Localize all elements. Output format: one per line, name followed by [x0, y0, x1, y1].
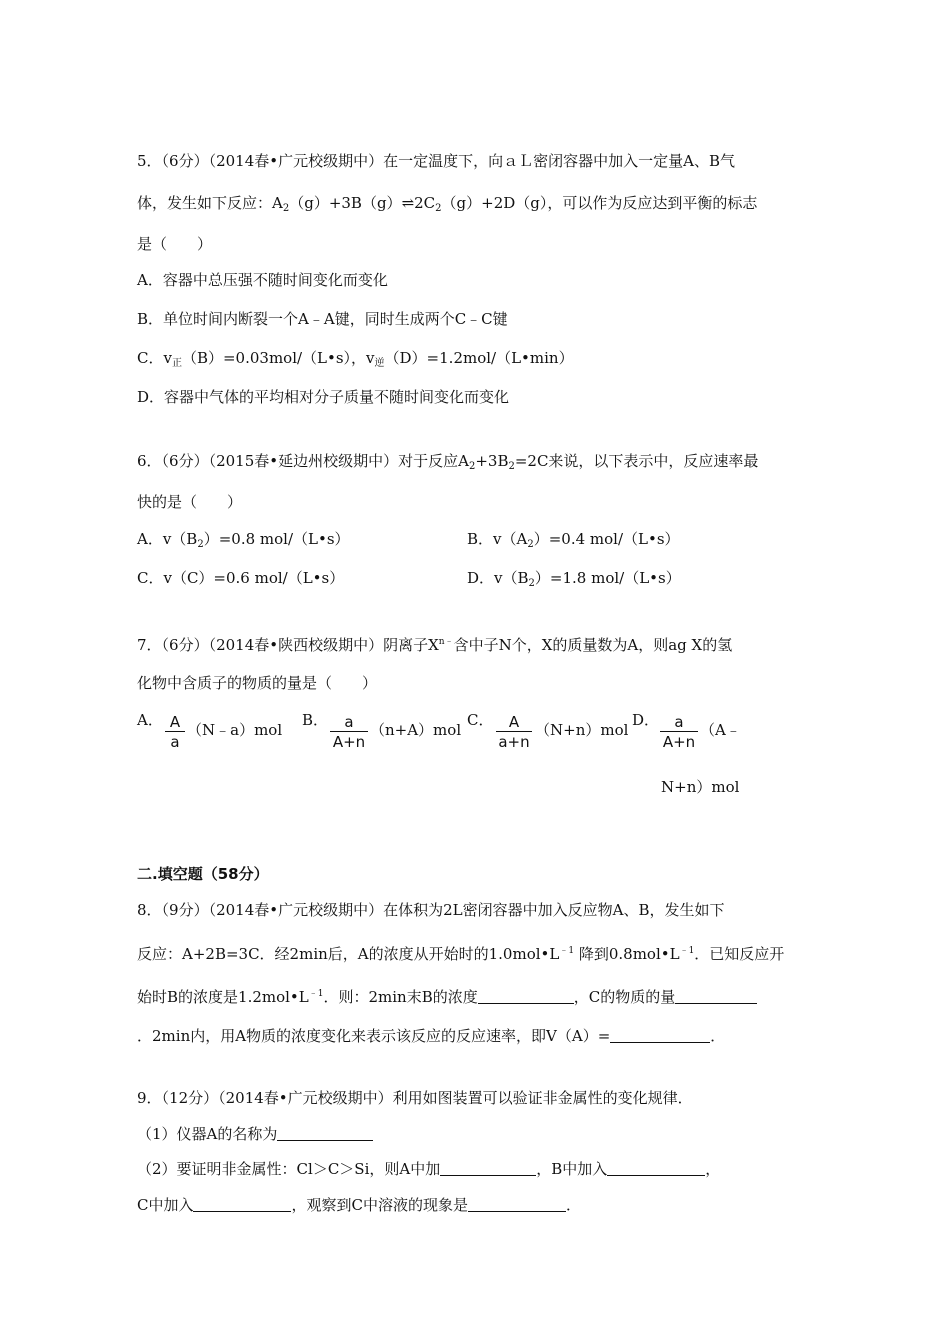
q7-line2: 化物中含质子的物质的量是（ ） — [137, 674, 378, 692]
q5-text: （g）+3B（g） — [289, 194, 402, 212]
q8-text: 降到0.8mol•L — [574, 945, 680, 963]
q5-line2 — [137, 193, 757, 219]
q5-text: （g）+2D（g），可以作为反应达到平衡的标志 — [441, 194, 758, 212]
q6-option-text: B．v（A — [467, 530, 528, 548]
fraction-denominator: a — [170, 733, 180, 751]
q8-text: 反应：A+2B=3C．经2min后，A的浓度从开始时的1.0mol•L — [137, 945, 560, 963]
answer-blank[interactable] — [478, 987, 574, 1004]
q7-option-a-fraction — [165, 713, 185, 752]
q7-option-c-fraction — [496, 713, 532, 752]
q8-text: ．已知反应开 — [694, 945, 785, 963]
answer-blank[interactable] — [277, 1124, 373, 1141]
q5-line3: 是（ ） — [137, 235, 213, 253]
q6-text: +3B — [475, 452, 509, 470]
q6-option-c: C．v（C）=0.6 mol/（L•s） — [137, 569, 345, 587]
q8-line2 — [137, 941, 784, 964]
q9-text: ． — [565, 1196, 581, 1214]
answer-blank[interactable] — [675, 987, 757, 1004]
q6-option-sub: 2 — [528, 578, 535, 589]
fraction-numerator: A — [496, 713, 532, 732]
q5-subscript: 2 — [282, 203, 290, 214]
q5-option-c-sub: 逆 — [374, 358, 385, 369]
fraction-numerator: a — [660, 713, 698, 732]
answer-blank[interactable] — [607, 1159, 705, 1176]
q8-text: 始时B的浓度是1.2mol•L — [137, 988, 309, 1006]
q9-line1: 9．（12分）（2014春•广元校级期中）利用如图装置可以验证非金属性的变化规律． — [137, 1089, 693, 1107]
q6-option-a — [137, 529, 350, 555]
q8-superscript: ﹣1 — [679, 946, 695, 956]
q6-subscript: 2 — [508, 461, 515, 472]
q9-text: ，B中加入 — [536, 1160, 608, 1178]
q6-text: 6．（6分）（2015春•延边州校级期中）对于反应A — [137, 452, 469, 470]
answer-blank[interactable] — [440, 1159, 536, 1176]
q7-option-b-fraction — [330, 713, 368, 752]
q7-option-b-tail: （n+A）mol — [370, 721, 462, 739]
q6-line1 — [137, 451, 758, 477]
q5-option-c-sub: 正 — [171, 358, 182, 369]
q6-subscript: 2 — [468, 461, 476, 472]
q6-option-d — [467, 568, 681, 594]
q7-option-c-tail: （N+n）mol — [535, 721, 629, 739]
q9-text: （2）要证明非金属性：Cl＞C＞Si，则A中加 — [137, 1160, 441, 1178]
q5-option-a: A．容器中总压强不随时间变化而变化 — [137, 271, 388, 289]
q8-text: ，C的物质的量 — [573, 988, 676, 1006]
q8-superscript: ﹣1 — [308, 989, 324, 999]
section-heading: 二.填空题（58分） — [137, 865, 269, 883]
q7-option-d-label: D． — [632, 711, 660, 729]
q8-line3 — [137, 984, 757, 1007]
q9-line4 — [137, 1195, 581, 1215]
q6-option-text: ）=0.4 mol/（L•s） — [533, 530, 680, 548]
q6-option-text: ）=0.8 mol/（L•s） — [203, 530, 350, 548]
q5-option-c-text: （D）=1.2mol/（L•min） — [384, 349, 574, 367]
q5-line1: 5．（6分）（2014春•广元校级期中）在一定温度下，向ａＬ密闭容器中加入一定量A、B气 — [137, 152, 735, 170]
q9-text: ， — [705, 1160, 721, 1178]
q7-option-d-tail: （A﹣ — [700, 721, 741, 739]
q8-text: ．则：2min末B的浓度 — [323, 988, 478, 1006]
q8-line1: 8．（9分）（2014春•广元校级期中）在体积为2L密闭容器中加入反应物A、B，发生如下 — [137, 901, 725, 919]
q5-option-c-text: C．v — [137, 349, 172, 367]
answer-blank[interactable] — [468, 1195, 566, 1212]
q5-option-b: B．单位时间内断裂一个A﹣A键，同时生成两个C﹣C键 — [137, 310, 508, 328]
q7-text: 含中子N个，X的质量数为A，则ag X的氢 — [453, 636, 733, 654]
fraction-denominator: A+n — [662, 733, 696, 751]
answer-blank[interactable] — [610, 1026, 710, 1043]
q6-option-b — [467, 529, 680, 555]
q7-text: 7．（6分）（2014春•陕西校级期中）阴离子X — [137, 636, 439, 654]
q5-option-c — [137, 348, 574, 374]
q9-text: ，观察到C中溶液的现象是 — [291, 1196, 468, 1214]
q6-line2: 快的是（ ） — [137, 493, 243, 511]
equilibrium-arrow-icon: ⇌ — [401, 194, 415, 212]
fraction-denominator: a+n — [498, 733, 530, 751]
fraction-numerator: A — [165, 713, 185, 732]
q5-subscript: 2 — [435, 203, 442, 214]
q6-text: =2C来说，以下表示中，反应速率最 — [514, 452, 759, 470]
answer-blank[interactable] — [193, 1195, 291, 1212]
q6-option-sub: 2 — [527, 539, 534, 550]
q6-option-text: ）=1.8 mol/（L•s） — [534, 569, 681, 587]
q7-option-d-tail2: N+n）mol — [661, 778, 740, 796]
q8-text: ．2min内，用A物质的浓度变化来表示该反应的反应速率，即V（A）= — [137, 1027, 611, 1045]
q8-superscript: ﹣1 — [559, 946, 575, 956]
q7-option-b-label: B． — [302, 711, 329, 729]
q8-text: ． — [710, 1027, 726, 1045]
q7-option-a-tail: （N﹣a）mol — [187, 721, 283, 739]
q5-text: 体，发生如下反应：A — [137, 194, 283, 212]
q9-line2 — [137, 1124, 373, 1144]
q7-option-a-label: A． — [137, 711, 163, 729]
q7-option-d-fraction — [660, 713, 698, 752]
q9-line3 — [137, 1159, 720, 1179]
fraction-denominator: A+n — [332, 733, 366, 751]
q6-option-sub: 2 — [197, 539, 204, 550]
q7-option-c-label: C． — [467, 711, 494, 729]
q7-superscript: n﹣ — [438, 637, 454, 647]
q8-line4 — [137, 1026, 725, 1046]
q7-line1 — [137, 632, 732, 655]
q5-option-d: D．容器中气体的平均相对分子质量不随时间变化而变化 — [137, 388, 510, 406]
q9-text: C中加入 — [137, 1196, 194, 1214]
q6-option-text: D．v（B — [467, 569, 529, 587]
q5-option-c-text: （B）=0.03mol/（L•s），v — [181, 349, 375, 367]
q6-option-text: A．v（B — [137, 530, 198, 548]
q5-text: 2C — [414, 194, 436, 212]
fraction-numerator: a — [330, 713, 368, 732]
q9-text: （1）仪器A的名称为 — [137, 1125, 278, 1143]
